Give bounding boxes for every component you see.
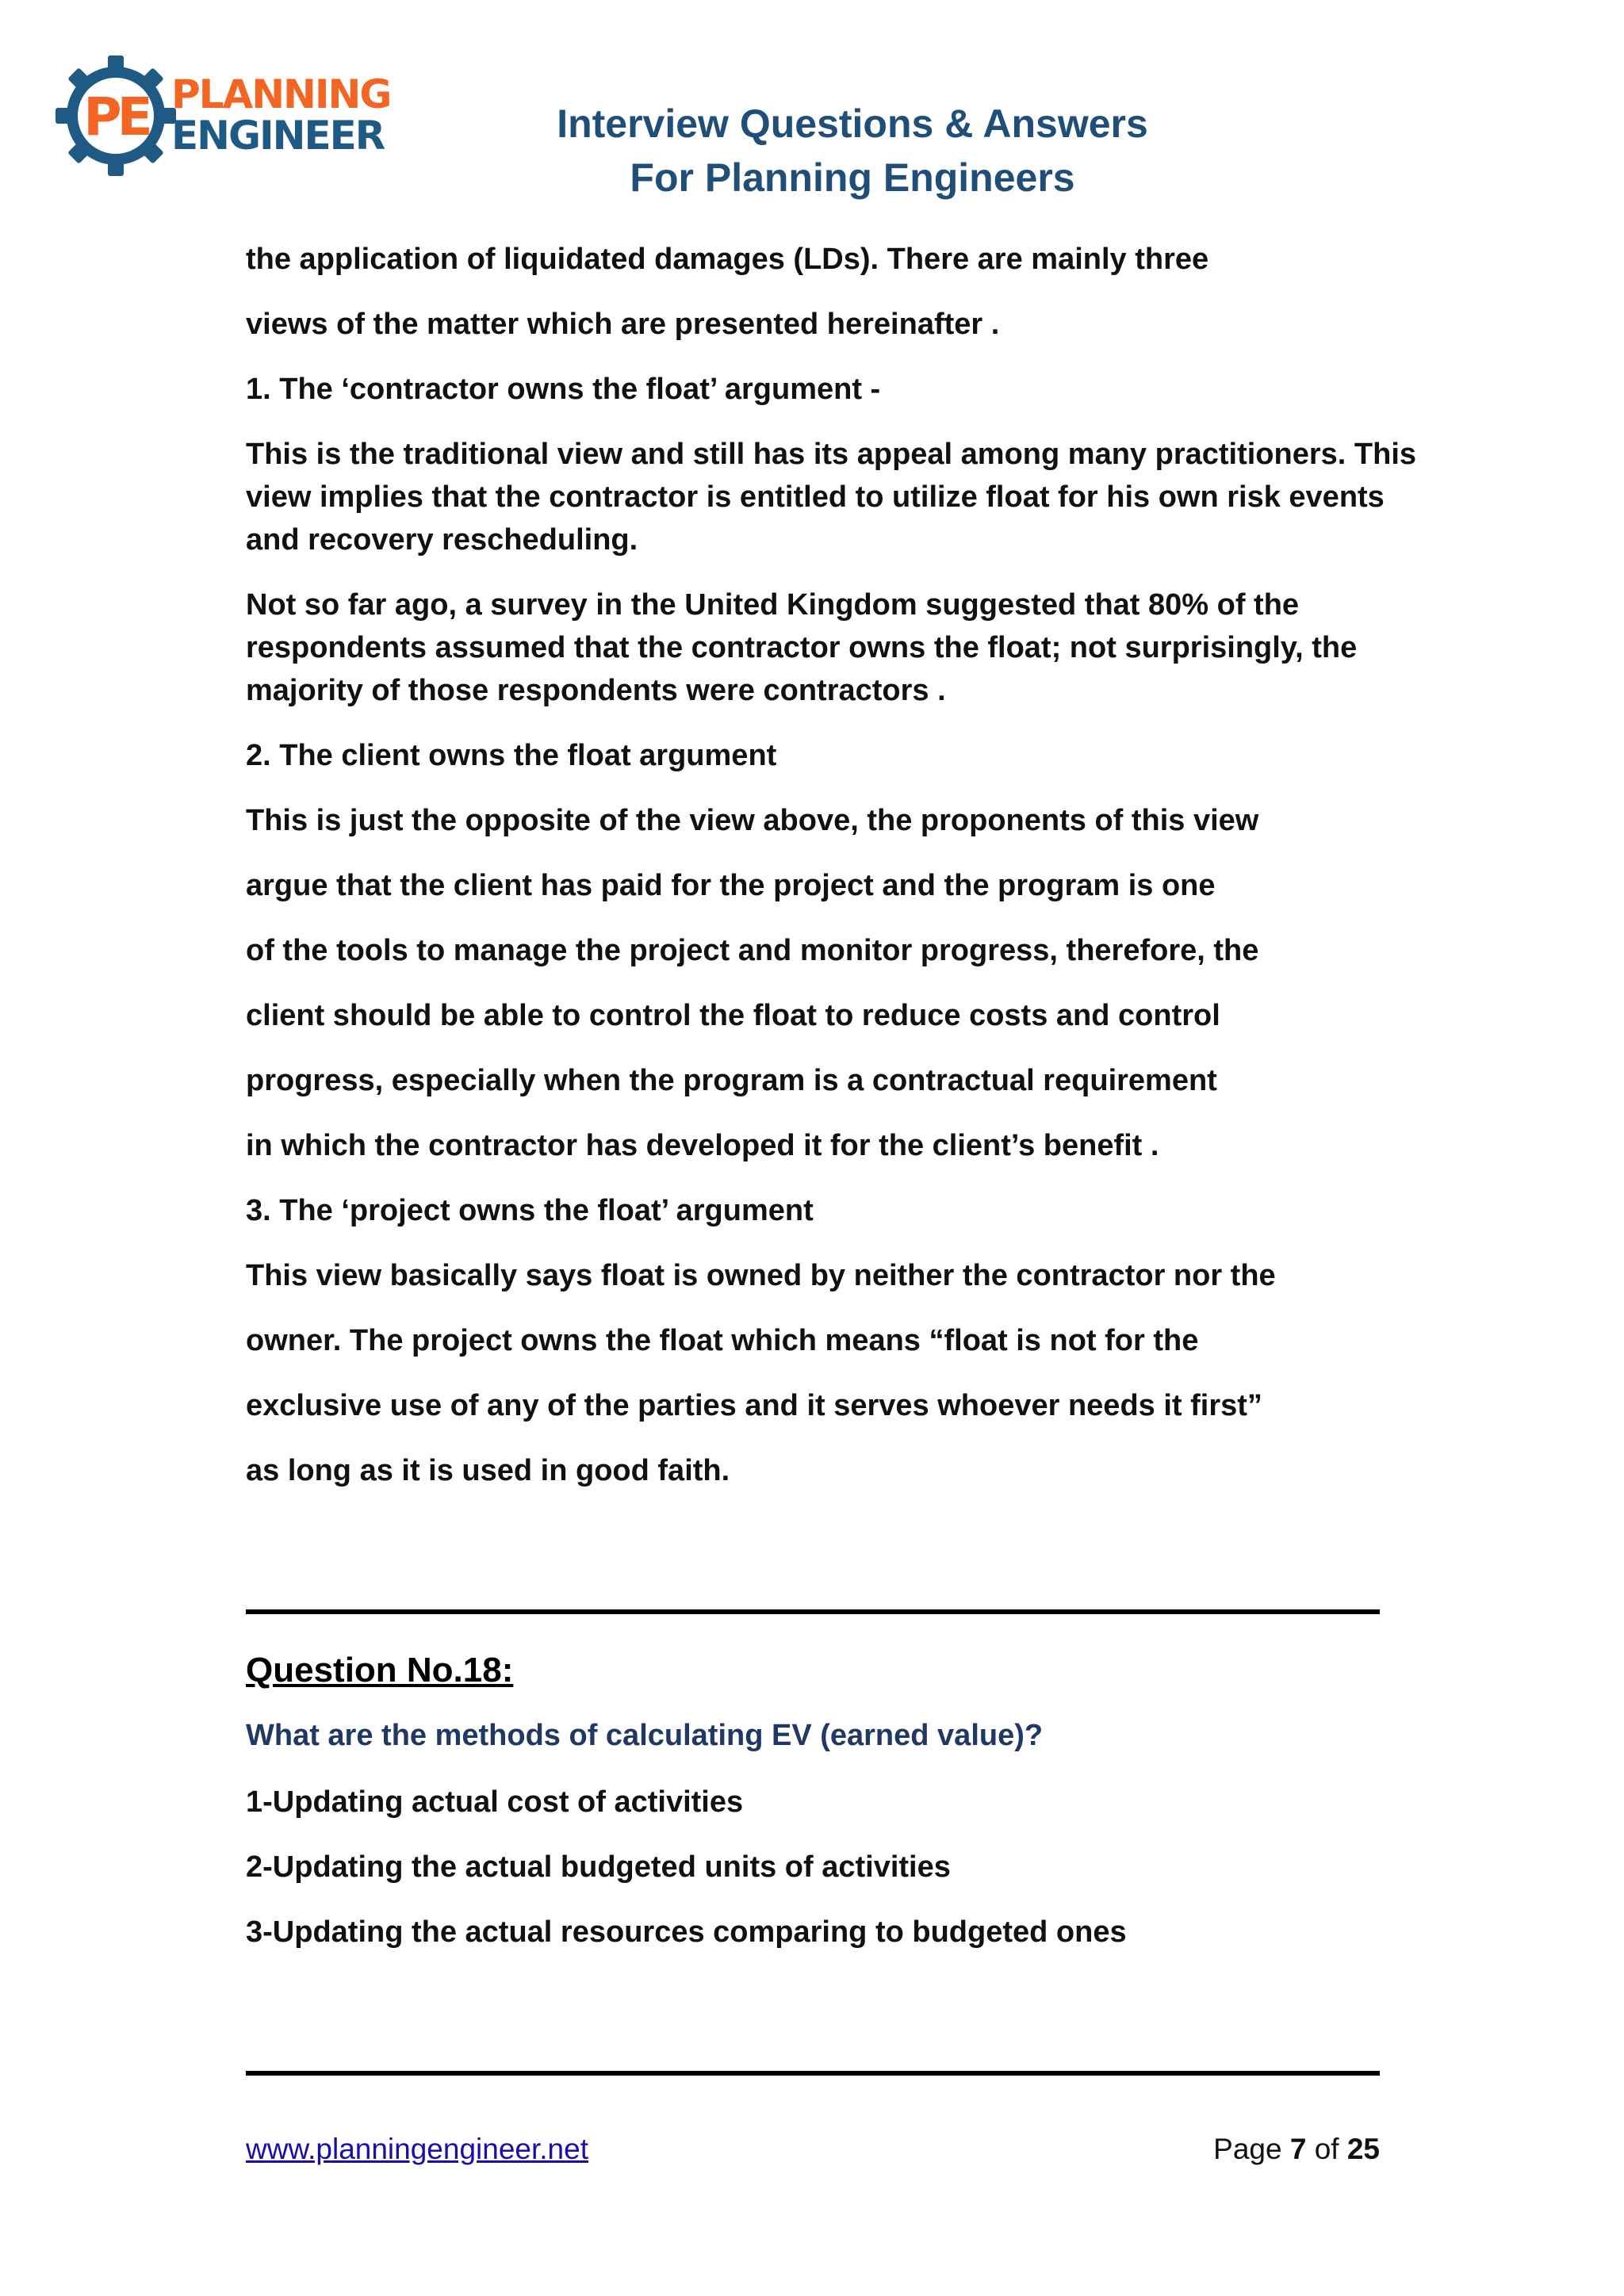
logo-word-planning: PLANNING <box>171 71 391 117</box>
body-line: majority of those respondents were contractors . <box>246 674 946 707</box>
body-line: as long as it is used in good faith. <box>246 1454 730 1487</box>
body-line: This is the traditional view and still has its appeal among many practitioners. This <box>246 438 1417 471</box>
header-title-line-2: For Planning Engineers <box>630 155 1075 200</box>
section-divider <box>246 1609 1380 1614</box>
header-title-line-1: Interview Questions & Answers <box>557 101 1148 146</box>
gear-logo-icon <box>52 52 179 179</box>
body-line: This view basically says float is owned by neither the contractor nor the <box>246 1259 1276 1292</box>
body-line: This is just the opposite of the view above, the proponents of this view <box>246 804 1259 837</box>
page-of: of <box>1314 2133 1339 2165</box>
body-line: in which the contractor has developed it for the client’s benefit . <box>246 1129 1159 1162</box>
logo-wordmark <box>171 71 391 159</box>
body-line: argue that the client has paid for the project and the program is one <box>246 869 1216 902</box>
logo-word-engineer: ENGINEER <box>171 113 385 159</box>
answer-item: 1-Updating actual cost of activities <box>246 1785 744 1819</box>
page-total: 25 <box>1346 2133 1380 2165</box>
body-line: of the tools to manage the project and monitor progress, therefore, the <box>246 934 1259 967</box>
body-line: and recovery rescheduling. <box>246 523 638 557</box>
body-line: exclusive use of any of the parties and it serves whoever needs it first” <box>246 1389 1262 1422</box>
brand-logo <box>52 52 393 179</box>
body-line: 1. The ‘contractor owns the float’ argument - <box>246 373 881 406</box>
logo-badge-letters: PE <box>83 86 148 147</box>
page-header-title <box>468 97 1237 205</box>
body-line: 3. The ‘project owns the float’ argument <box>246 1194 814 1227</box>
website-link[interactable]: www.planningengineer.net <box>246 2133 588 2165</box>
page-current: 7 <box>1289 2133 1307 2165</box>
body-line: 2. The client owns the float argument <box>246 739 777 772</box>
body-line: Not so far ago, a survey in the United Kingdom suggested that 80% of the <box>246 588 1300 622</box>
page-prefix: Page <box>1213 2133 1282 2165</box>
footer-divider <box>246 2071 1380 2076</box>
body-line: respondents assumed that the contractor owns the float; not surprisingly, the <box>246 631 1358 664</box>
body-line: view implies that the contractor is entitled to utilize float for his own risk events <box>246 480 1385 514</box>
body-line: views of the matter which are presented hereinafter . <box>246 308 1000 341</box>
answer-item: 2-Updating the actual budgeted units of activities <box>246 1850 951 1884</box>
body-line: progress, especially when the program is a contractual requirement <box>246 1064 1217 1097</box>
page-number <box>1213 2133 1380 2166</box>
body-line: owner. The project owns the float which means “float is not for the <box>246 1324 1199 1357</box>
body-line: client should be able to control the float to reduce costs and control <box>246 999 1220 1032</box>
body-line: the application of liquidated damages (LDs). There are mainly three <box>246 243 1209 276</box>
question-heading: Question No.18: <box>246 1651 514 1689</box>
question-text: What are the methods of calculating EV (earned value)? <box>246 1719 1044 1752</box>
answer-item: 3-Updating the actual resources comparing to budgeted ones <box>246 1915 1127 1949</box>
